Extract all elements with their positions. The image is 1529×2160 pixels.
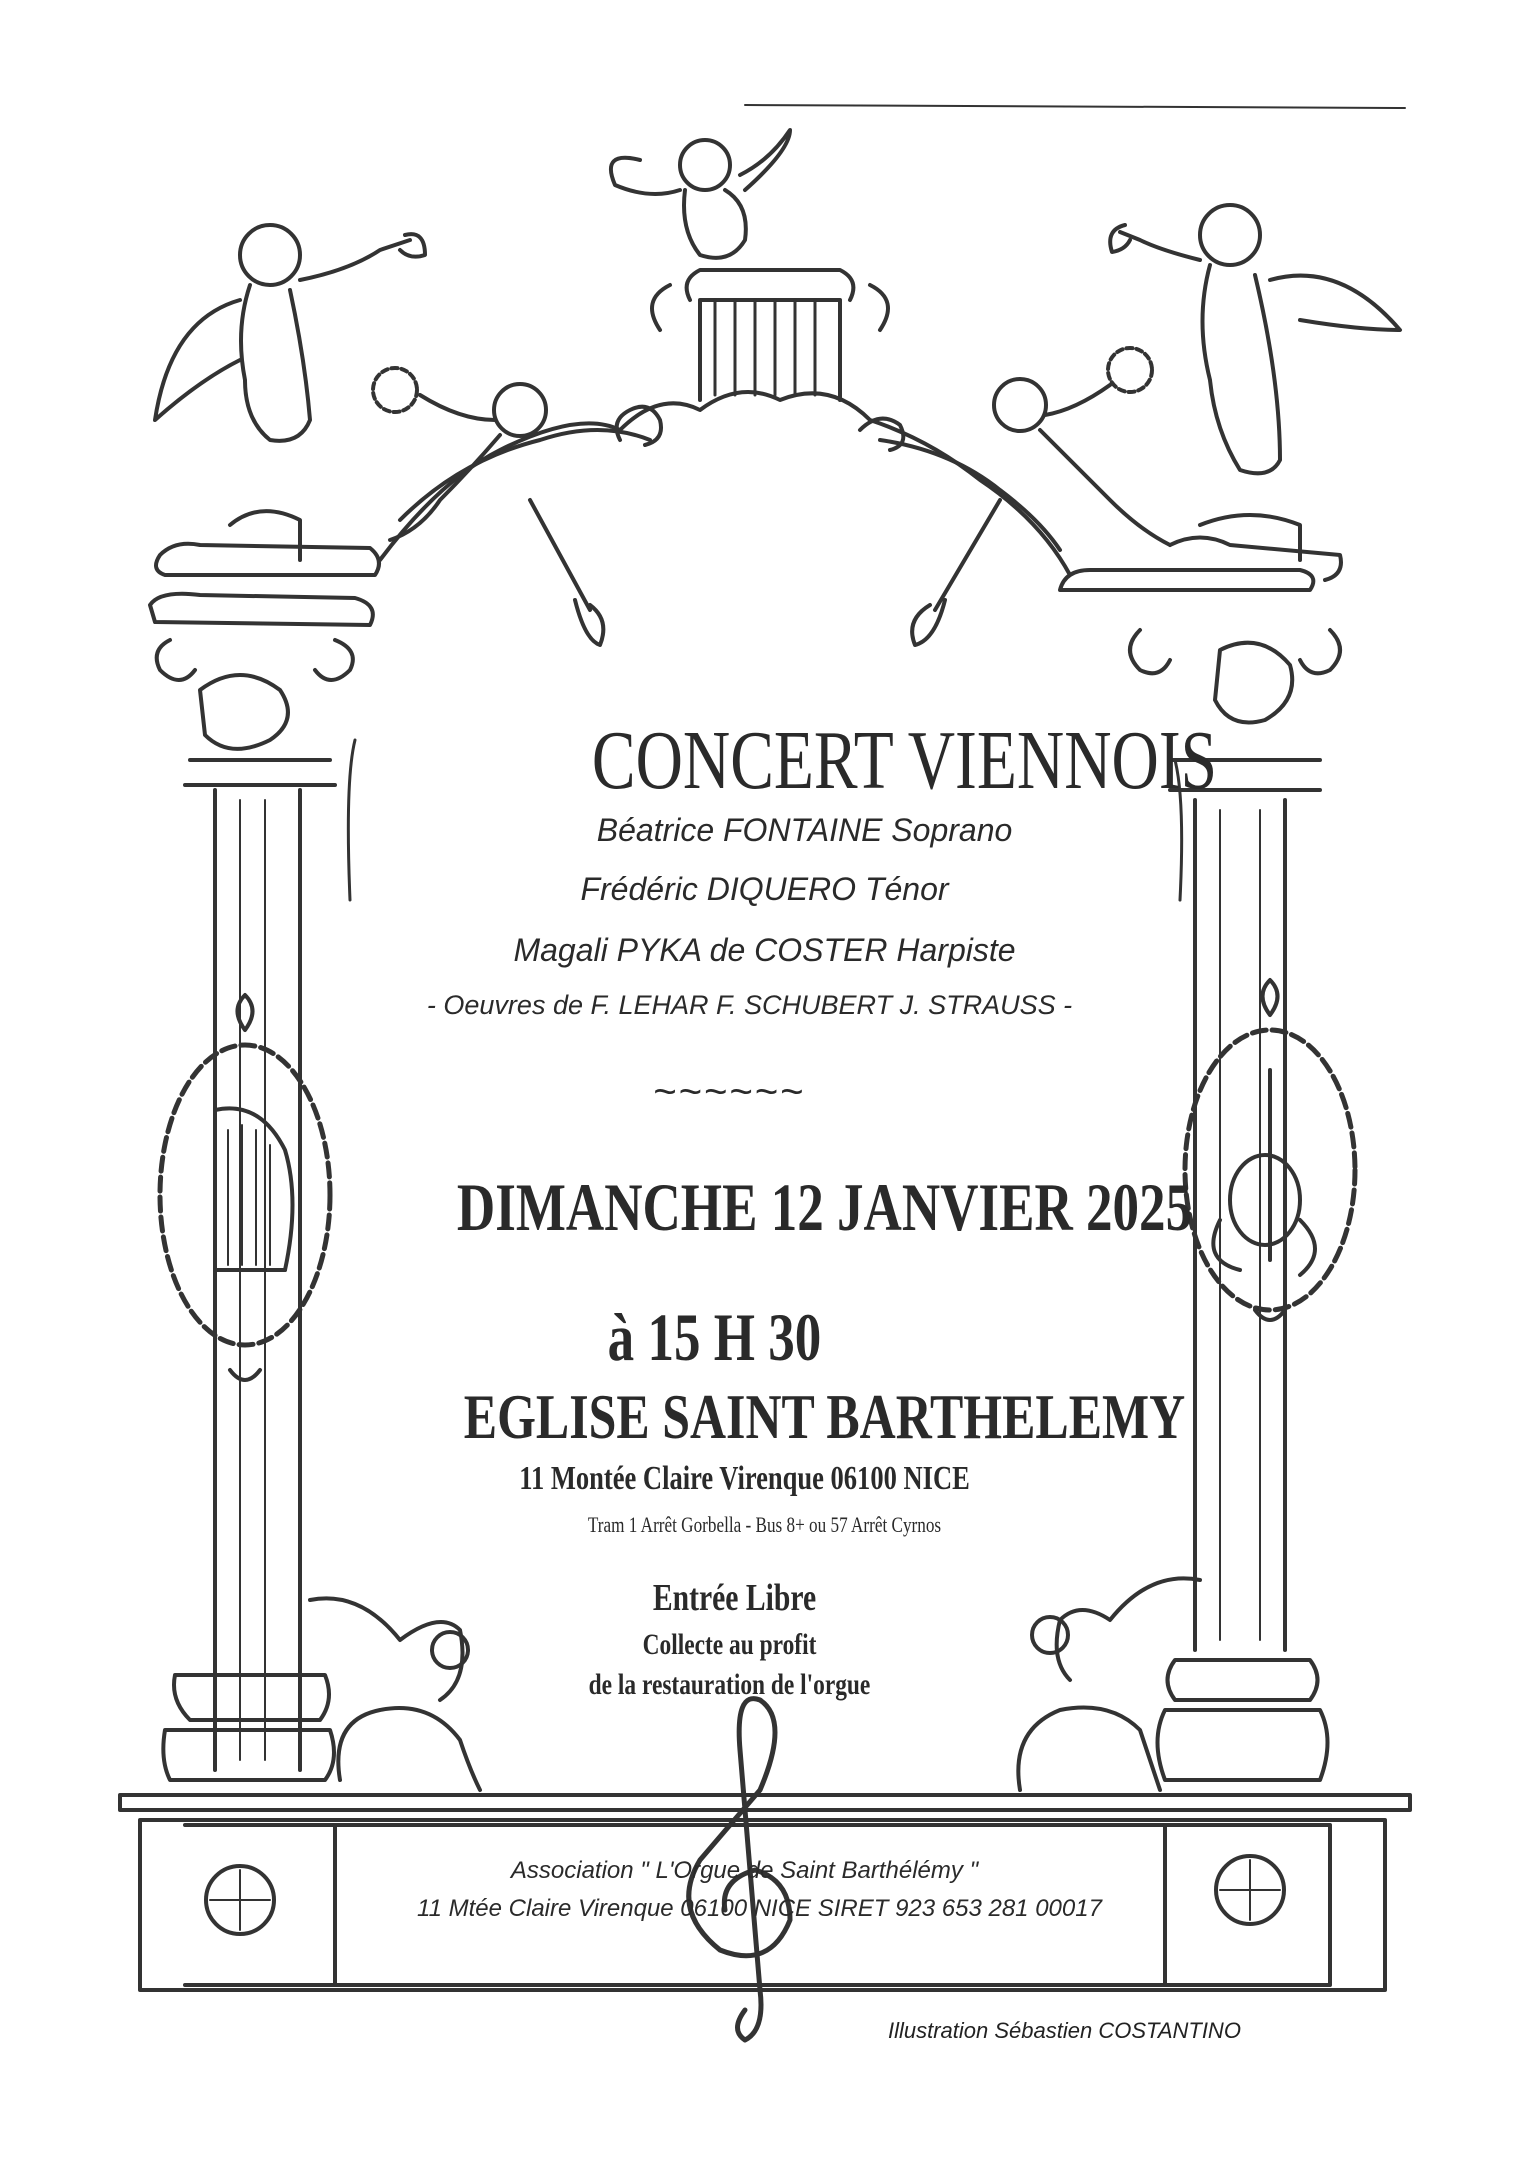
entry-free: Entrée Libre <box>652 1577 817 1619</box>
transport-info: Tram 1 Arrêt Gorbella - Bus 8+ ou 57 Arrêt Cyrnos <box>587 1512 942 1537</box>
collection-line-2: de la restauration de l'orgue <box>588 1668 871 1701</box>
illustration-credit: Illustration Sébastien COSTANTINO <box>888 2018 1241 2043</box>
base-frieze <box>120 1795 1410 1990</box>
top-cherub <box>611 130 790 258</box>
performer-tenor: Frédéric DIQUERO Ténor <box>580 871 949 907</box>
right-wreath-cherub <box>994 348 1170 545</box>
association-address: 11 Mtée Claire Virenque 06100 NICE SIRET 923 653 281 00017 <box>417 1895 1102 1922</box>
concert-title: CONCERT VIENNOIS <box>591 714 1218 807</box>
venue-name: EGLISE SAINT BARTHELEMY <box>463 1381 1186 1452</box>
left-trumpet <box>530 500 603 645</box>
performer-soprano: Béatrice FONTAINE Soprano <box>596 812 1013 848</box>
venue-address: 11 Montée Claire Virenque 06100 NICE <box>519 1460 970 1497</box>
left-wreath-cherub <box>373 368 546 540</box>
association-name: Association " L'Orgue de Saint Barthélémy " <box>510 1857 979 1884</box>
concert-time: à 15 H 30 <box>607 1299 822 1375</box>
collection-line-1: Collecte au profit <box>642 1628 817 1661</box>
left-trumpeter-cherub <box>155 225 425 560</box>
performer-harpist: Magali PYKA de COSTER Harpiste <box>513 932 1016 968</box>
works-list: - Oeuvres de F. LEHAR F. SCHUBERT J. STRAUSS - <box>426 990 1073 1020</box>
right-trumpeter-cherub <box>1110 205 1400 560</box>
violin-medallion <box>1185 980 1355 1320</box>
right-trumpet <box>912 500 1000 645</box>
wave-separator: ~~~~~~ <box>653 1070 806 1114</box>
concert-date: DIMANCHE 12 JANVIER 2025 <box>456 1169 1193 1245</box>
arch-scrollwork <box>380 270 1070 575</box>
